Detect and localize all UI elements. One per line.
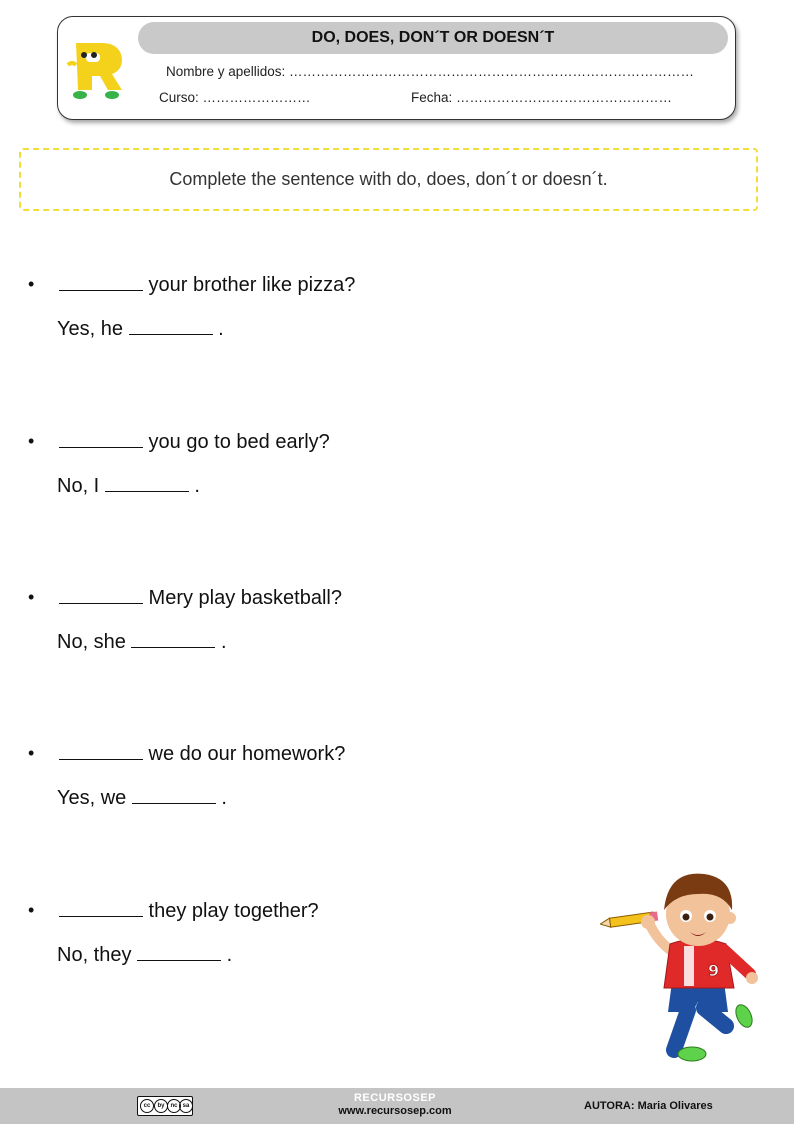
answer-text: No, I . xyxy=(57,475,200,497)
brand-name: RECURSOSEP xyxy=(353,1092,437,1104)
svg-text:9: 9 xyxy=(708,961,720,980)
nc-icon: nc xyxy=(167,1099,181,1113)
blank-line[interactable] xyxy=(59,589,143,604)
sa-icon: sa xyxy=(179,1099,193,1113)
question-text: we do our homework? xyxy=(59,743,345,766)
r-mascot-logo xyxy=(62,35,130,103)
blank-line[interactable] xyxy=(131,633,215,648)
blank-line[interactable] xyxy=(59,902,143,917)
question-text: you go to bed early? xyxy=(59,431,330,454)
bullet: • xyxy=(28,900,35,920)
blank-line[interactable] xyxy=(137,946,221,961)
creative-commons-license-icon xyxy=(137,1096,193,1116)
question-text: they play together? xyxy=(59,900,319,923)
blank-line[interactable] xyxy=(59,745,143,760)
by-icon: by xyxy=(154,1099,168,1113)
answer-text: Yes, he . xyxy=(57,318,224,340)
blank-line[interactable] xyxy=(59,433,143,448)
worksheet-title: DO, DOES, DON´T OR DOESN´T xyxy=(138,22,728,54)
answer-text: No, they . xyxy=(57,944,233,966)
name-field[interactable]: Nombre y apellidos: ……………………………………………………………………………… xyxy=(166,64,695,79)
bullet: • xyxy=(28,587,35,607)
author-credit: AUTORA: Maria Olivares xyxy=(584,1100,713,1112)
blank-line[interactable] xyxy=(129,320,213,335)
blank-line[interactable] xyxy=(132,789,216,804)
site-url[interactable]: www.recursosep.com xyxy=(338,1105,452,1117)
bullet: • xyxy=(28,431,35,451)
bullet: • xyxy=(28,743,35,763)
question-text: your brother like pizza? xyxy=(59,274,355,297)
cc-icon: cc xyxy=(140,1099,154,1113)
footer xyxy=(0,1088,794,1124)
answer-text: No, she . xyxy=(57,631,227,653)
boy-with-pencil-illustration xyxy=(600,870,765,1070)
course-field[interactable]: Curso: …………………… xyxy=(159,90,311,105)
question-text: Mery play basketball? xyxy=(59,587,342,610)
date-field[interactable]: Fecha: ………………………………………… xyxy=(411,90,673,105)
blank-line[interactable] xyxy=(59,276,143,291)
header-card xyxy=(57,16,736,120)
site-credit xyxy=(300,1092,490,1118)
instruction-box: Complete the sentence with do, does, don´t or doesn´t. xyxy=(19,148,758,211)
answer-text: Yes, we . xyxy=(57,787,227,809)
blank-line[interactable] xyxy=(105,477,189,492)
bullet: • xyxy=(28,274,35,294)
